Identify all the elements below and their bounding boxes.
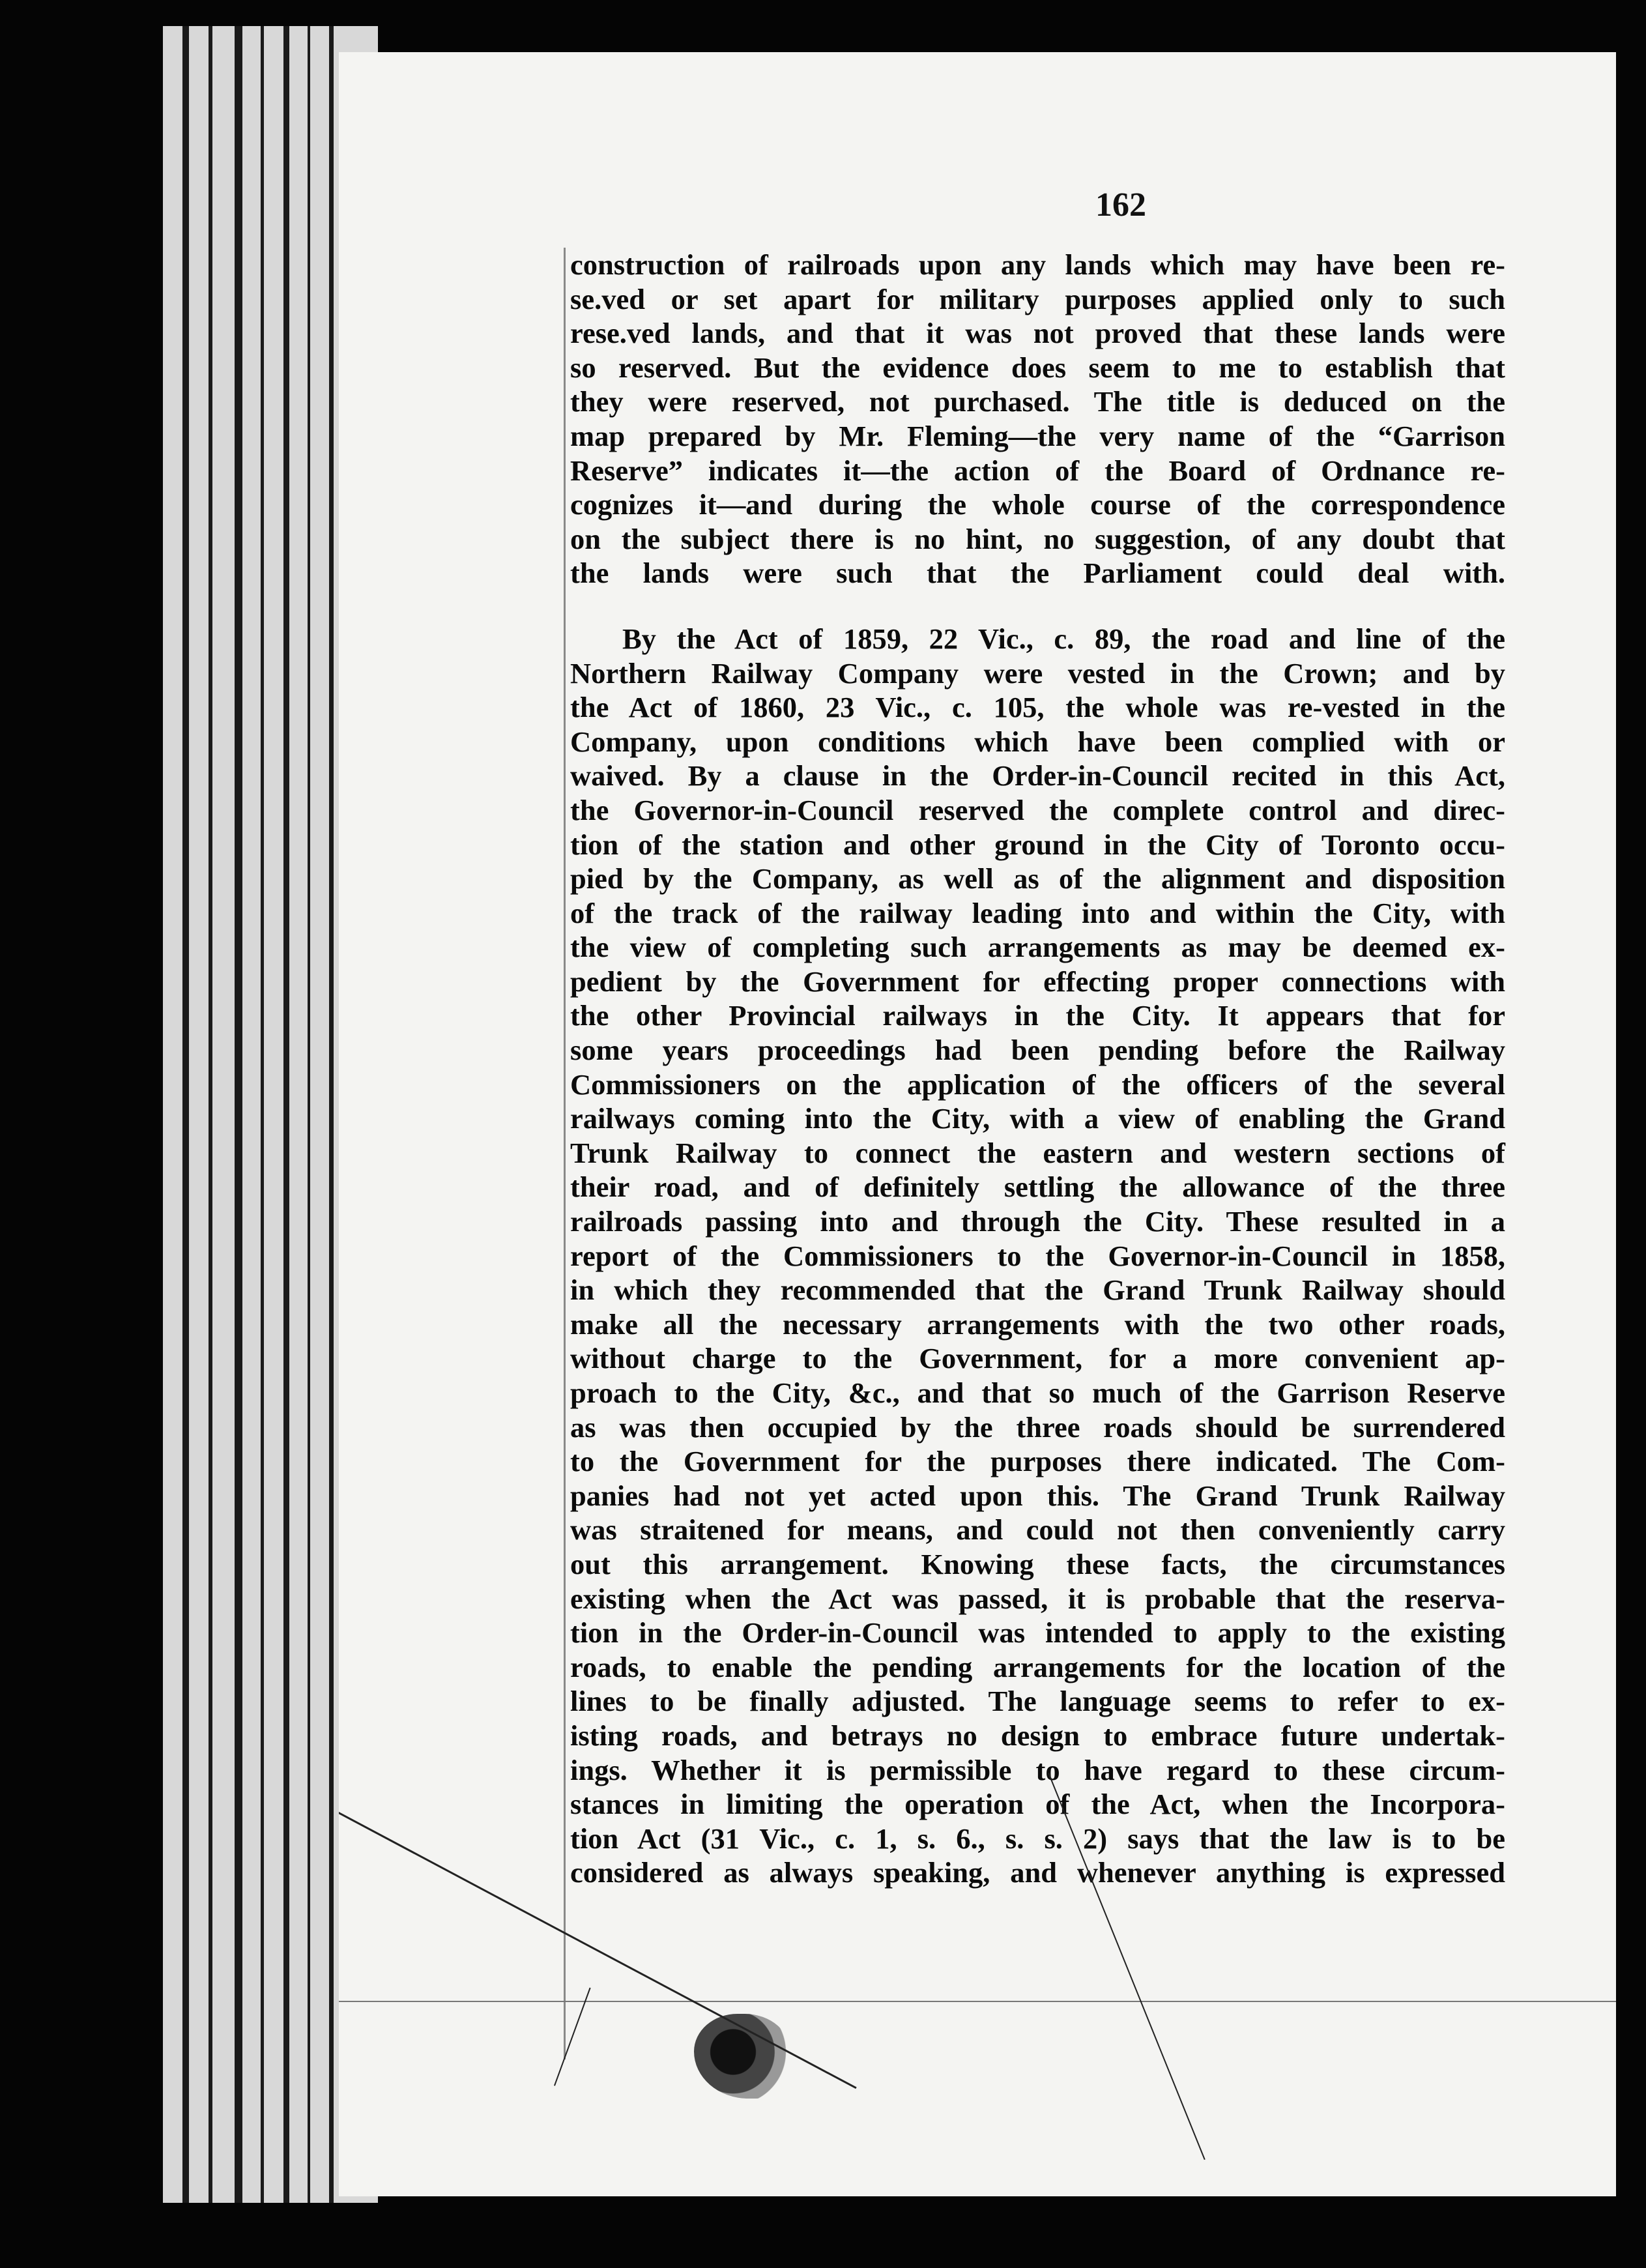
scratch-line <box>554 1988 591 2086</box>
margin-rule <box>564 248 566 2059</box>
page-edge-line <box>182 26 189 2203</box>
scan-crease-line <box>339 2001 1616 2002</box>
paragraph-2: By the Act of 1859, 22 Vic., c. 89, the road and line of the Northern Railway Company were vested in the Crown; and by the Act of 1860, 23 Vic., c. 105, the whole was re-vested in the Company, upon conditions which have been complied with or waived. By a clause in the Order-in-Council recited in this Act, the Governor-in-Council reserved the complete control and direc- tion of the station and other ground in the City of Toronto occu- pied by the Company, as well as of the alignment and disposition of the track of the railway leading into and within the City, with the view of completing such arrangements as may be deemed ex- pedient by the Government for effecting proper connections with the other Provincial railways in the City. It appears that for some years proceedings had been pending before the Railway Commissioners on the application of the officers of the several railways coming into the City, with a view of enabling the Grand Trunk Railway to connect the eastern and western sections of their road, and of definitely settling the allowance of the three railroads passing into and through the City. These resulted in a report of the Commissioners to the Governor-in-Council in 1858, in which they recommended that the Grand Trunk Railway should make all the necessary arrangements with the two other roads, without charge to the Government, for a more convenient ap- proach to the City, &c., and that so much of the Garrison Reserve as was then occupied by the three roads should be surrendered to the Government for the purposes there indicated. The Com- panies had not yet acted upon this. The Grand Trunk Railway was straitened for means, and could not then conveniently carry out this arrangement. Knowing these facts, the circumstances existing when the Act was passed, it is probable that the reserva- tion in the Order-in-Council was intended to apply to the existing roads, to enable the pending arrangements for the location of the lines to be finally adjusted. The language seems to refer to ex- isting roads, and betrays no design to embrace future undertak- ings. Whether it is permissible to have regard to these circum- stances in limiting the operation of the Act, when the Incorpora- tion Act (31 Vic., c. 1, s. 6., s. s. 2) says that the law is to be considered as always speaking, and whenever anything is expressed <box>570 622 1505 1889</box>
page-edge-line <box>209 26 212 2203</box>
page-edge-line <box>261 26 264 2203</box>
page-body-text <box>570 248 1505 1890</box>
page-edge-line <box>329 26 334 2203</box>
page-edge-line <box>283 26 289 2203</box>
page-number: 162 <box>1095 186 1146 224</box>
page-edge-line <box>308 26 310 2203</box>
paragraph-1: construction of railroads upon any lands which may have been re- se.ved or set apart for military purposes applied only to such rese.ved lands, and that it was not proved that these lands were so reserved. But the evidence does seem to me to establish that they were reserved, not purchased. The title is deduced on the map prepared by Mr. Fleming—the very name of the “Garrison Reserve” indicates it—the action of the Board of Ordnance re- cognizes it—and during the whole course of the correspondence on the subject there is no hint, no suggestion, of any doubt that the lands were such that the Parliament could deal with. <box>570 248 1505 590</box>
document-page <box>339 52 1616 2196</box>
page-edge-line <box>235 26 242 2203</box>
paragraph-gap <box>570 590 1505 622</box>
